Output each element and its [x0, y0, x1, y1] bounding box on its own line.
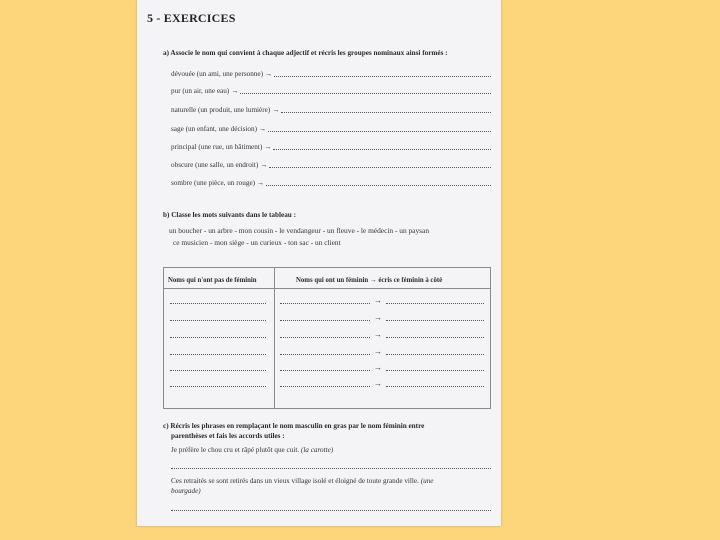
section-c-instruction-line-2: parenthèses et fais les accords utiles :: [171, 432, 285, 440]
sentence-1: [171, 446, 333, 454]
table-cell-dots: [170, 336, 266, 338]
answer-dots: [281, 106, 491, 113]
table-cell-dots: [170, 385, 266, 387]
section-c-instruction-line-1: c) Récris les phrases en remplaçant le nom masculin en gras par le nom féminin entre: [163, 422, 425, 430]
sentence-2-continued: [171, 487, 201, 495]
sentence-2-hint-start: (une: [420, 477, 434, 485]
adjective-label: sombre (une pièce, un rouge): [171, 179, 256, 187]
table-cell-dots: [280, 369, 370, 371]
table-cell-dots: [386, 369, 484, 371]
adjective-line: [171, 141, 491, 151]
arrow-icon: →: [264, 143, 272, 151]
exercise-sheet: [137, 0, 501, 526]
arrow-icon: →: [265, 70, 273, 78]
sentence-1-text: Je préfère le chou cru et râpé plutôt que cuit.: [171, 446, 300, 454]
section-b-instruction: b) Classe les mots suivants dans le tableau :: [163, 211, 296, 219]
answer-dots: [269, 161, 491, 168]
page-title: 5 - EXERCICES: [147, 11, 236, 25]
answer-dots: [240, 87, 491, 94]
arrow-icon: →: [257, 179, 265, 187]
arrow-icon: →: [374, 313, 382, 322]
answer-dots: [273, 143, 491, 150]
adjective-line: [171, 85, 491, 95]
word-list-line-2: ce musicien - mon siège - un curieux - ton sac - un client: [173, 238, 341, 247]
column-header-no-feminine: Noms qui n'ont pas de féminin: [168, 277, 257, 284]
arrow-icon: →: [259, 125, 267, 133]
adjective-line: [171, 159, 491, 169]
sentence-2: [171, 477, 433, 485]
answer-dots: [266, 179, 491, 186]
section-a-instruction: a) Associe le nom qui convient à chaque adjectif et récris les groupes nominaux ainsi formés :: [163, 49, 448, 57]
table-header-rule: [164, 288, 490, 289]
adjective-label: principal (une rue, un bâtiment): [171, 143, 263, 151]
table-cell-dots: [170, 353, 266, 355]
answer-dots: [268, 125, 491, 132]
table-cell-dots: [170, 302, 266, 304]
arrow-icon: →: [374, 330, 382, 339]
adjective-line: [171, 68, 491, 78]
table-cell-dots: [280, 336, 370, 338]
answer-dots: [274, 70, 491, 77]
arrow-icon: →: [374, 347, 382, 356]
adjective-label: pur (un air, une eau): [171, 87, 230, 95]
table-cell-dots: [280, 353, 370, 355]
table-divider: [274, 268, 275, 408]
arrow-icon: →: [231, 87, 239, 95]
sentence-2-text: Ces retraités se sont retirés dans un vieux village isolé et éloigné de toute grande ville.: [171, 477, 419, 485]
word-list-line-1: un boucher - un arbre - mon cousin - le vendangeur - un fleuve - le médecin - un paysan: [169, 226, 430, 235]
arrow-icon: →: [260, 161, 268, 169]
adjective-line: [171, 104, 491, 114]
sentence-1-hint: (la carotte): [300, 446, 334, 454]
table-cell-dots: [280, 385, 370, 387]
answer-dots: [171, 467, 491, 469]
adjective-label: naturelle (un produit, une lumière): [171, 106, 271, 114]
classification-table: [163, 267, 491, 409]
adjective-line: [171, 123, 491, 133]
table-cell-dots: [386, 302, 484, 304]
table-cell-dots: [170, 369, 266, 371]
column-header-with-feminine: Noms qui ont un féminin → écris ce féminin à côté: [296, 277, 443, 284]
adjective-label: obscure (une salle, un endroit): [171, 161, 259, 169]
adjective-line: [171, 177, 491, 187]
table-cell-dots: [386, 353, 484, 355]
sentence-2-hint-end: bourgade): [171, 487, 201, 495]
table-cell-dots: [386, 336, 484, 338]
table-cell-dots: [386, 385, 484, 387]
adjective-label: sage (un enfant, une décision): [171, 125, 258, 133]
adjective-label: dévouée (un ami, une personne): [171, 70, 264, 78]
answer-dots: [171, 509, 491, 511]
table-cell-dots: [170, 319, 266, 321]
arrow-icon: →: [374, 296, 382, 305]
arrow-icon: →: [272, 106, 280, 114]
table-cell-dots: [386, 319, 484, 321]
table-cell-dots: [280, 319, 370, 321]
arrow-icon: →: [374, 379, 382, 388]
arrow-icon: →: [374, 363, 382, 372]
table-cell-dots: [280, 302, 370, 304]
